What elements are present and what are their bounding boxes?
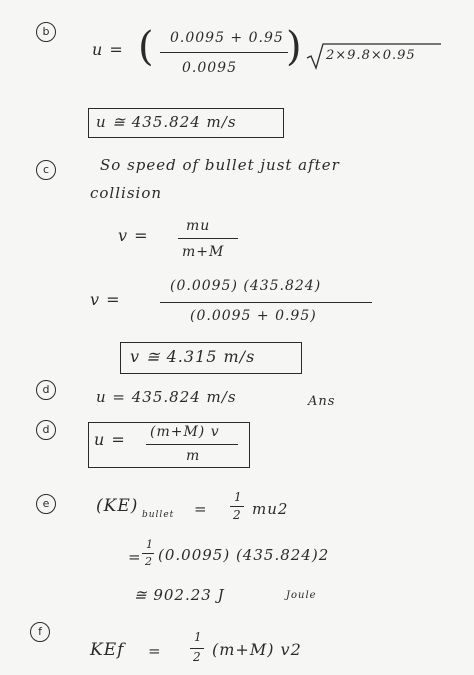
open-paren: ( [138,24,154,70]
part-e-half-den: 2 [233,508,242,522]
v2-fraction-line [160,302,372,303]
v-numerator: mu [186,218,211,234]
close-paren: ) [286,24,302,70]
part-d-formula-den: m [186,448,201,464]
part-e-half-num: 1 [234,490,243,504]
part-c-marker: c [36,160,56,180]
v-denominator: m+M [182,244,225,260]
part-c-sentence-2: collision [90,184,163,202]
part-e-line3: ≅ 902.23 J [134,586,225,604]
part-f-marker: f [30,622,50,642]
part-b-fraction-line [160,52,288,53]
part-e-marker: e [36,494,56,514]
part-c-result: v ≅ 4.315 m/s [130,347,256,366]
v-lhs: v = [118,226,149,245]
part-e-line2-eq: = [128,548,142,566]
part-d-formula-num: (m+M) v [150,424,220,440]
part-b-root-value: 2×9.8×0.95 [326,48,416,63]
part-e-rhs: mu2 [252,500,289,518]
part-b-lhs: u = [92,40,124,59]
part-e-line3-unit: Joule [286,590,317,601]
part-d-marker: d [36,380,56,400]
part-f-eq: = [148,642,162,660]
part-e-line2-half-den: 2 [145,555,153,568]
part-f-half-den: 2 [193,650,202,664]
part-f-lhs: KEf [90,640,125,660]
answer-mark: Ans [308,394,336,409]
part-b-result: u ≅ 435.824 m/s [96,113,237,131]
part-e-lhs-subscript: bullet [142,510,175,520]
part-d-second-marker: d [36,420,56,440]
part-c-sentence: So speed of bullet just after [100,156,340,174]
part-d-formula-lhs: u = [94,430,126,449]
v-fraction-line [178,238,238,239]
part-e-line2: (0.0095) (435.824)2 [158,546,330,564]
part-e-line2-half: 1 [146,538,154,551]
part-f-rhs: (m+M) v2 [212,640,302,659]
part-b-marker: b [36,22,56,42]
part-d-fraction-line [146,444,238,445]
part-d-line: u = 435.824 m/s [96,388,237,406]
part-e-lhs: (KE) [96,496,139,516]
part-b-denominator: 0.0095 [182,60,237,76]
part-e-eq: = [194,500,208,518]
v2-denominator: (0.0095 + 0.95) [190,308,317,324]
part-f-half-num: 1 [194,630,203,644]
v2-lhs: v = [90,290,121,309]
v2-numerator: (0.0095) (435.824) [170,278,322,294]
part-b-numerator: 0.0095 + 0.95 [170,30,284,46]
